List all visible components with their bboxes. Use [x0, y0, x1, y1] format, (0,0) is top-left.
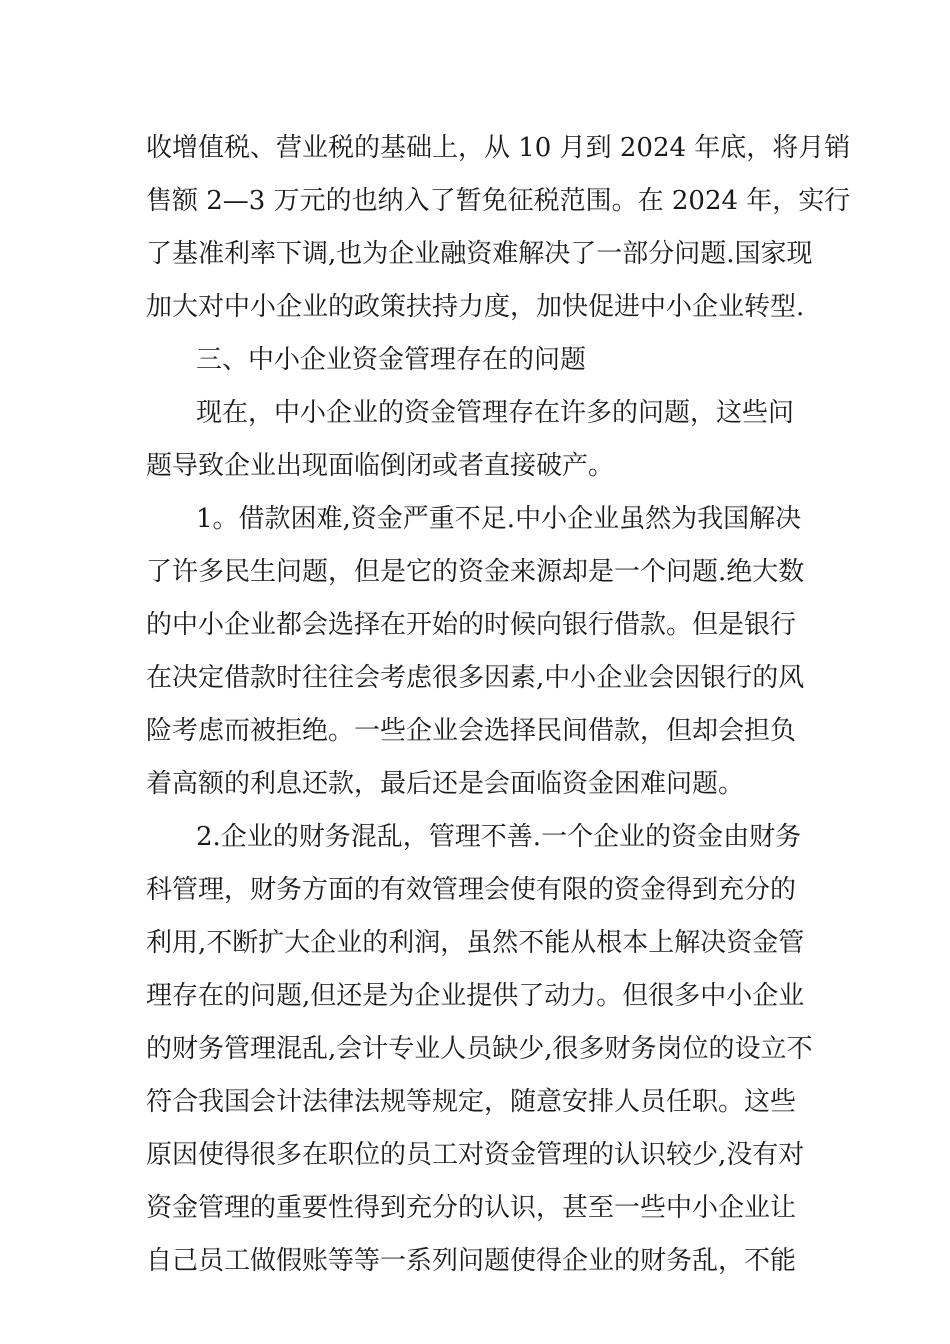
text-line: 在决定借款时往往会考虑很多因素,中小企业会因银行的风 [146, 663, 805, 693]
text-line: 的财务管理混乱,会计专业人员缺少,很多财务岗位的设立不 [146, 1034, 813, 1064]
text-line: 理存在的问题,但还是为企业提供了动力。但很多中小企业 [146, 981, 805, 1011]
text-line: 险考虑而被拒绝。一些企业会选择民间借款，但却会担负 [146, 716, 797, 746]
text-line: 资金管理的重要性得到充分的认识，甚至一些中小企业让 [146, 1193, 797, 1223]
text-line: 了基准利率下调,也为企业融资难解决了一部分问题.国家现 [146, 239, 813, 269]
text-line: 着高额的利息还款，最后还是会面临资金困难问题。 [146, 769, 745, 799]
paragraph-start-line: 2.企业的财务混乱，管理不善.一个企业的资金由财务 [196, 822, 802, 852]
text-line: 科管理，财务方面的有效管理会使有限的资金得到充分的 [146, 875, 797, 905]
paragraph-start-line: 现在，中小企业的资金管理存在许多的问题，这些问 [196, 398, 795, 428]
text-line: 了许多民生问题，但是它的资金来源却是一个问题.绝大数 [146, 557, 805, 587]
text-line: 自己员工做假账等等一系列问题使得企业的财务乱，不能 [146, 1246, 797, 1276]
text-line: 符合我国会计法律法规等规定，随意安排人员任职。这些 [146, 1087, 797, 1117]
text-line: 原因使得很多在职位的员工对资金管理的认识较少,没有对 [146, 1140, 805, 1170]
text-line: 利用,不断扩大企业的利润，虽然不能从根本上解决资金管 [146, 928, 805, 958]
text-line: 的中小企业都会选择在开始的时候向银行借款。但是银行 [146, 610, 797, 640]
text-line: 加大对中小企业的政策扶持力度，加快促进中小企业转型. [146, 292, 805, 322]
text-line: 售额 2—3 万元的也纳入了暂免征税范围。在 2024 年，实行 [146, 186, 851, 216]
text-line: 收增值税、营业税的基础上，从 10 月到 2024 年底，将月销 [146, 133, 851, 163]
paragraph-start-line: 1。借款困难,资金严重不足.中小企业虽然为我国解决 [196, 504, 802, 534]
section-heading: 三、中小企业资金管理存在的问题 [196, 345, 587, 375]
text-line: 题导致企业出现面临倒闭或者直接破产。 [146, 451, 615, 481]
